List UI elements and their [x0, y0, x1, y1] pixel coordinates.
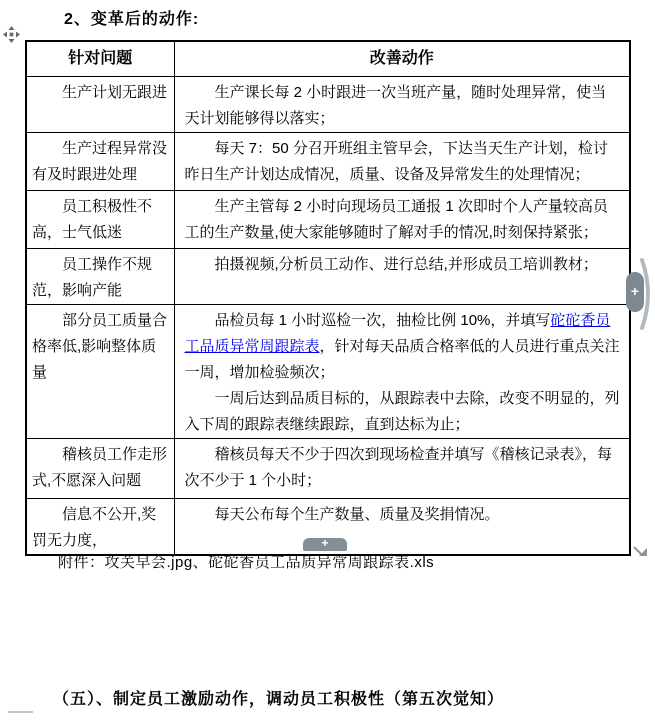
add-column-button[interactable]: + — [626, 272, 644, 312]
table-row — [26, 132, 630, 190]
action-cell — [174, 304, 630, 438]
column-header-action: 改善动作 — [174, 41, 630, 76]
section-heading-bottom: （五）、制定员工激励动作，调动员工积极性（第五次觉知） — [53, 691, 505, 708]
action-text-2: 一周后达到品质目标的，从跟踪表中去除，改变不明显的，列入下周的跟踪表继续跟踪，直到达标为止； — [184, 389, 620, 433]
problem-cell: 生产计划无跟进 — [26, 76, 174, 132]
table-move-handle-icon[interactable] — [3, 26, 20, 43]
problem-cell: 部分员工质量合格率低,影响整体质量 — [26, 304, 174, 438]
problem-cell: 信息不公开,奖罚无力度， — [26, 498, 174, 555]
actions-table — [25, 40, 631, 556]
table-row — [26, 248, 630, 304]
action-text: 生产主管每 2 小时向现场员工通报 1 次即时个人产量较高员工的生产数量,使大家能够随时了解对手的情况,时刻保持紧张； — [184, 197, 608, 241]
tracking-sheet-link[interactable]: 砣砣香员工品质异常周跟踪表 — [184, 311, 611, 355]
action-cell — [174, 190, 630, 248]
action-text: 生产课长每 2 小时跟进一次当班产量，随时处理异常，使当天计划能够得以落实； — [184, 83, 607, 127]
table-header-row — [26, 41, 630, 76]
add-row-button[interactable]: + — [303, 538, 347, 551]
table-row — [26, 190, 630, 248]
action-text — [185, 308, 622, 386]
table-row — [26, 304, 630, 438]
next-table-edge — [8, 711, 33, 713]
action-cell — [174, 498, 630, 555]
table-row — [26, 76, 630, 132]
attachment-line: 附件：攻关早会.jpg、砣砣香员工品质异常周跟踪表.xls — [58, 554, 435, 571]
action-cell — [174, 438, 630, 498]
action-cell — [174, 248, 630, 304]
action-text-post: ，针对每天品质合格率低的人员进行重点关注一周，增加检验频次； — [184, 337, 620, 381]
action-text: 每天公布每个生产数量、质量及奖捐情况。 — [214, 505, 500, 523]
column-header-problem: 针对问题 — [26, 41, 174, 76]
problem-cell: 稽核员工作走形式,不愿深入问题 — [26, 438, 174, 498]
section-heading: 2、变革后的动作: — [64, 11, 200, 28]
action-cell — [174, 76, 630, 132]
action-text: 每天 7：50 分召开班组主管早会，下达当天生产计划，检讨昨日生产计划达成情况，质量、设备及异常发生的处理情况； — [184, 139, 608, 183]
problem-cell: 员工积极性不高，士气低迷 — [26, 190, 174, 248]
action-text-pre: 品检员每 1 小时巡检一次，抽检比例 10%，并填写 — [214, 311, 551, 329]
action-text: 稽核员每天不少于四次到现场检查并填写《稽核记录表》，每次不少于 1 个小时； — [184, 445, 613, 489]
action-text: 拍摄视频,分析员工动作、进行总结,并形成员工培训教材； — [214, 255, 598, 273]
problem-cell: 生产过程异常没有及时跟进处理 — [26, 132, 174, 190]
action-cell — [174, 132, 630, 190]
table-resize-corner-icon[interactable] — [633, 542, 649, 558]
table-row — [26, 438, 630, 498]
problem-cell: 员工操作不规范，影响产能 — [26, 248, 174, 304]
